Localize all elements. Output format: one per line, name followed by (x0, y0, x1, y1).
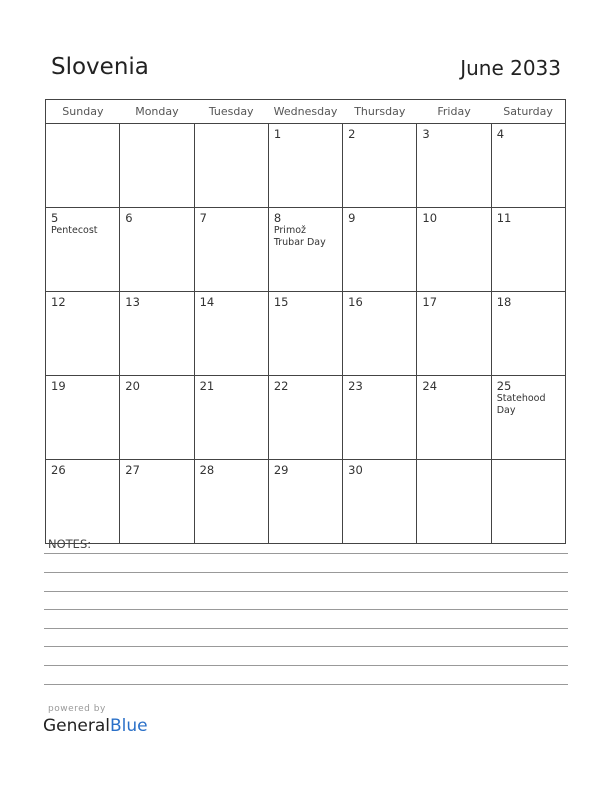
day-number: 12 (51, 295, 66, 309)
calendar-grid (45, 99, 566, 544)
day-number: 9 (348, 211, 356, 225)
weekday-header-row (46, 100, 566, 124)
calendar-day-cell (417, 292, 491, 376)
calendar-day-cell (417, 460, 491, 544)
day-number: 10 (422, 211, 438, 225)
day-number: 7 (199, 211, 207, 225)
calendar-week-row (46, 124, 566, 208)
calendar-day-cell (120, 208, 194, 292)
calendar-day-cell (343, 376, 417, 460)
calendar-day-cell (268, 292, 342, 376)
holiday-label: Pentecost (51, 225, 98, 236)
calendar-week-row (46, 292, 566, 376)
day-number: 16 (348, 295, 363, 309)
calendar-day-cell (194, 124, 268, 208)
calendar-day-cell (120, 460, 194, 544)
weekday-monday: Monday (120, 100, 194, 124)
holiday-label: Statehood Day (496, 393, 546, 416)
calendar-day-cell (194, 376, 268, 460)
calendar-day-cell (46, 124, 120, 208)
day-number: 27 (125, 463, 140, 477)
day-number: 1 (273, 127, 282, 141)
day-number: 20 (125, 379, 140, 393)
weekday-friday: Friday (417, 100, 491, 124)
calendar-day-cell (120, 292, 194, 376)
note-line (44, 684, 568, 685)
calendar-day-cell (194, 292, 268, 376)
month-year-title: June 2033 (460, 56, 561, 80)
day-number: 23 (348, 379, 363, 393)
day-number: 2 (348, 127, 356, 141)
weekday-sunday: Sunday (46, 100, 120, 124)
calendar-day-cell (491, 376, 565, 460)
day-number: 19 (51, 379, 66, 393)
country-title: Slovenia (51, 54, 149, 80)
calendar-day-cell (343, 460, 417, 544)
holiday-label: Primož Trubar Day (273, 225, 326, 248)
day-number: 8 (273, 211, 282, 225)
calendar-day-cell (194, 460, 268, 544)
notes-label: NOTES: (48, 537, 92, 551)
day-number: 21 (199, 379, 215, 393)
calendar-day-cell (268, 124, 342, 208)
day-number: 30 (348, 463, 363, 477)
calendar-day-cell (268, 208, 342, 292)
brand-blue: Blue (110, 716, 148, 736)
calendar-day-cell (46, 460, 120, 544)
calendar-day-cell (417, 376, 491, 460)
day-number: 25 (496, 379, 512, 393)
day-number: 13 (125, 295, 140, 309)
weekday-thursday: Thursday (343, 100, 417, 124)
calendar-day-cell (343, 208, 417, 292)
day-number: 24 (422, 379, 438, 393)
calendar-day-cell (491, 208, 565, 292)
calendar-day-cell (491, 124, 565, 208)
calendar-day-cell (194, 208, 268, 292)
day-number: 18 (496, 295, 512, 309)
calendar-day-cell (343, 292, 417, 376)
calendar-day-cell (120, 124, 194, 208)
generalblue-logo (43, 716, 148, 736)
day-number: 15 (273, 295, 289, 309)
day-number: 22 (273, 379, 289, 393)
day-number: 29 (273, 463, 289, 477)
calendar-day-cell (343, 124, 417, 208)
note-line (44, 665, 568, 666)
note-line (44, 553, 568, 554)
day-number: 3 (422, 127, 430, 141)
note-line (44, 628, 568, 629)
calendar-week-row (46, 208, 566, 292)
note-line (44, 572, 568, 573)
note-line (44, 646, 568, 647)
calendar-week-row (46, 460, 566, 544)
calendar-day-cell (417, 208, 491, 292)
calendar-day-cell (268, 376, 342, 460)
day-number: 6 (125, 211, 133, 225)
day-number: 11 (496, 211, 512, 225)
calendar-day-cell (417, 124, 491, 208)
calendar-day-cell (120, 376, 194, 460)
calendar-day-cell (46, 376, 120, 460)
calendar-day-cell (46, 292, 120, 376)
calendar-week-row (46, 376, 566, 460)
calendar-day-cell (46, 208, 120, 292)
day-number: 4 (496, 127, 505, 141)
calendar-day-cell (491, 460, 565, 544)
weekday-wednesday: Wednesday (268, 100, 342, 124)
weekday-tuesday: Tuesday (194, 100, 268, 124)
day-number: 17 (422, 295, 438, 309)
day-number: 5 (51, 211, 59, 225)
day-number: 28 (199, 463, 215, 477)
day-number: 26 (51, 463, 66, 477)
day-number: 14 (199, 295, 215, 309)
calendar-day-cell (491, 292, 565, 376)
powered-by-text: powered by (48, 704, 106, 714)
note-line (44, 591, 568, 592)
calendar-day-cell (268, 460, 342, 544)
weekday-saturday: Saturday (491, 100, 565, 124)
note-line (44, 609, 568, 610)
brand-general: General (43, 716, 110, 736)
